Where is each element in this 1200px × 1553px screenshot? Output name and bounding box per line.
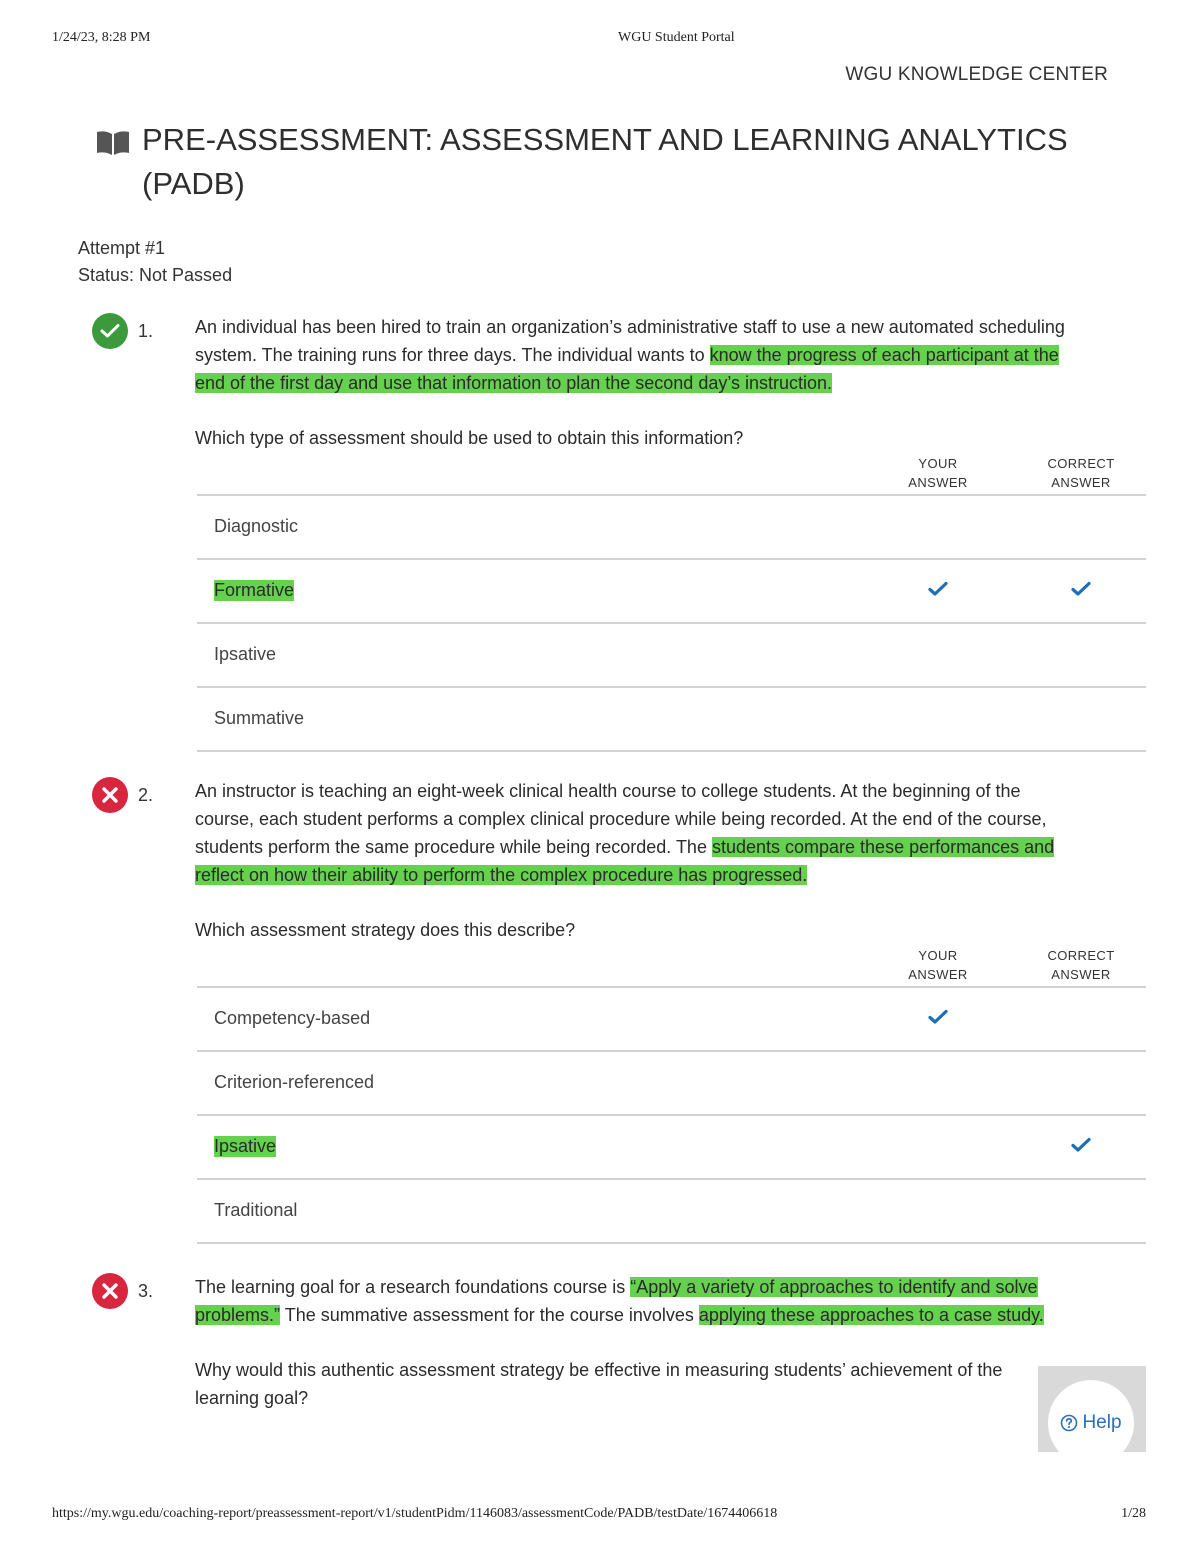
stem-highlight: reflect on how their ability to perform the complex procedure has progressed. [195, 865, 808, 885]
stem-text: The learning goal for a research foundations course is [195, 1277, 631, 1297]
incorrect-status-icon [92, 1273, 128, 1309]
your-answer-header [883, 946, 993, 984]
stem-text: An individual has been hired to train an organization’s administrative staff to use a new automated scheduling [195, 317, 1065, 337]
attempt-status: Status: Not Passed [78, 265, 233, 285]
page-title [142, 118, 1094, 206]
answer-options [197, 494, 1146, 752]
your-answer-header [883, 454, 993, 492]
correct-status-icon [92, 313, 128, 349]
question-number: 1. [138, 321, 154, 341]
stem-highlight: problems.” [195, 1305, 281, 1325]
x-icon [101, 1282, 119, 1300]
answer-option [197, 988, 1146, 1052]
page-title-row [94, 118, 1094, 206]
question-prompt: Which assessment strategy does this describe? [195, 920, 576, 940]
option-label: Ipsative [214, 644, 277, 664]
page-number: 1/28 [1121, 1506, 1146, 1521]
stem-text: An instructor is teaching an eight-week clinical health course to college students. At the beginning of the [195, 781, 1021, 801]
answer-option [197, 496, 1146, 560]
option-label: Formative [214, 580, 295, 600]
answer-option [197, 688, 1146, 752]
header-line: ANSWER [908, 475, 968, 490]
header-line: CORRECT [1047, 948, 1115, 963]
stem-text: system. The training runs for three days. The individual wants to [195, 345, 710, 365]
brand-label: WGU KNOWLEDGE CENTER [845, 64, 1108, 85]
checkmark-icon [100, 323, 120, 339]
correct-answer-check-icon [1071, 581, 1091, 597]
stem-text: students perform the same procedure while being recorded. The [195, 837, 712, 857]
answer-option [197, 560, 1146, 624]
question-prompt: Which type of assessment should be used to obtain this information? [195, 428, 744, 448]
book-icon [96, 130, 130, 156]
your-answer-check-icon [928, 1009, 948, 1025]
help-widget [1038, 1366, 1146, 1452]
header-line: YOUR [918, 456, 958, 471]
option-label: Traditional [214, 1200, 298, 1220]
print-footer [52, 1506, 1146, 1526]
question-circle-icon [1060, 1414, 1078, 1432]
stem-highlight: know the progress of each participant at the [709, 345, 1059, 365]
attempt-number: Attempt #1 [78, 238, 166, 258]
option-label: Summative [214, 708, 305, 728]
question-stem [195, 777, 1146, 889]
answer-column-headers [195, 454, 1146, 494]
stem-highlight: “Apply a variety of approaches to identify and solve [630, 1277, 1038, 1297]
your-answer-check-icon [928, 581, 948, 597]
page-title-line1: PRE-ASSESSMENT: ASSESSMENT AND LEARNING ANALYTICS [142, 122, 1068, 157]
answer-options [197, 986, 1146, 1244]
incorrect-status-icon [92, 777, 128, 813]
correct-answer-header [1026, 946, 1136, 984]
attempt-meta [78, 235, 232, 289]
answer-option [197, 1180, 1146, 1244]
prompt-line: learning goal? [195, 1388, 309, 1408]
print-page-title: WGU Student Portal [618, 30, 735, 45]
header-line: YOUR [918, 948, 958, 963]
option-label: Competency-based [214, 1008, 371, 1028]
answer-option [197, 1116, 1146, 1180]
print-header [52, 30, 1148, 50]
question-stem [195, 313, 1146, 397]
question-number: 3. [138, 1281, 154, 1301]
stem-text: The summative assessment for the course involves [280, 1305, 699, 1325]
correct-answer-check-icon [1071, 1137, 1091, 1153]
header-line: ANSWER [1051, 967, 1111, 982]
question-stem [195, 1273, 1146, 1329]
page-url: https://my.wgu.edu/coaching-report/preassessment-report/v1/studentPidm/1146083/assessmentCode/PADB/testDate/1674406618 [52, 1506, 778, 1521]
page-title-line2: (PADB) [142, 166, 245, 201]
correct-answer-header [1026, 454, 1136, 492]
help-label: Help [1082, 1412, 1122, 1433]
header-line: ANSWER [1051, 475, 1111, 490]
option-label: Criterion-referenced [214, 1072, 375, 1092]
stem-text: course, each student performs a complex clinical procedure while being recorded. At the end of the course, [195, 809, 1047, 829]
question-prompt [195, 1356, 1146, 1412]
stem-highlight: end of the first day and use that information to plan the second day’s instruction. [195, 373, 833, 393]
prompt-line: Why would this authentic assessment strategy be effective in measuring students’ achievement of the [195, 1360, 1003, 1380]
answer-option [197, 1052, 1146, 1116]
stem-highlight: students compare these performances and [711, 837, 1055, 857]
option-label: Ipsative [214, 1136, 277, 1156]
header-line: ANSWER [908, 967, 968, 982]
option-label: Diagnostic [214, 516, 299, 536]
answer-column-headers [195, 946, 1146, 986]
answer-option [197, 624, 1146, 688]
stem-highlight: applying these approaches to a case study. [698, 1305, 1044, 1325]
x-icon [101, 786, 119, 804]
help-button[interactable] [1048, 1380, 1134, 1466]
question-number: 2. [138, 785, 154, 805]
header-line: CORRECT [1047, 456, 1115, 471]
print-date: 1/24/23, 8:28 PM [52, 30, 151, 45]
